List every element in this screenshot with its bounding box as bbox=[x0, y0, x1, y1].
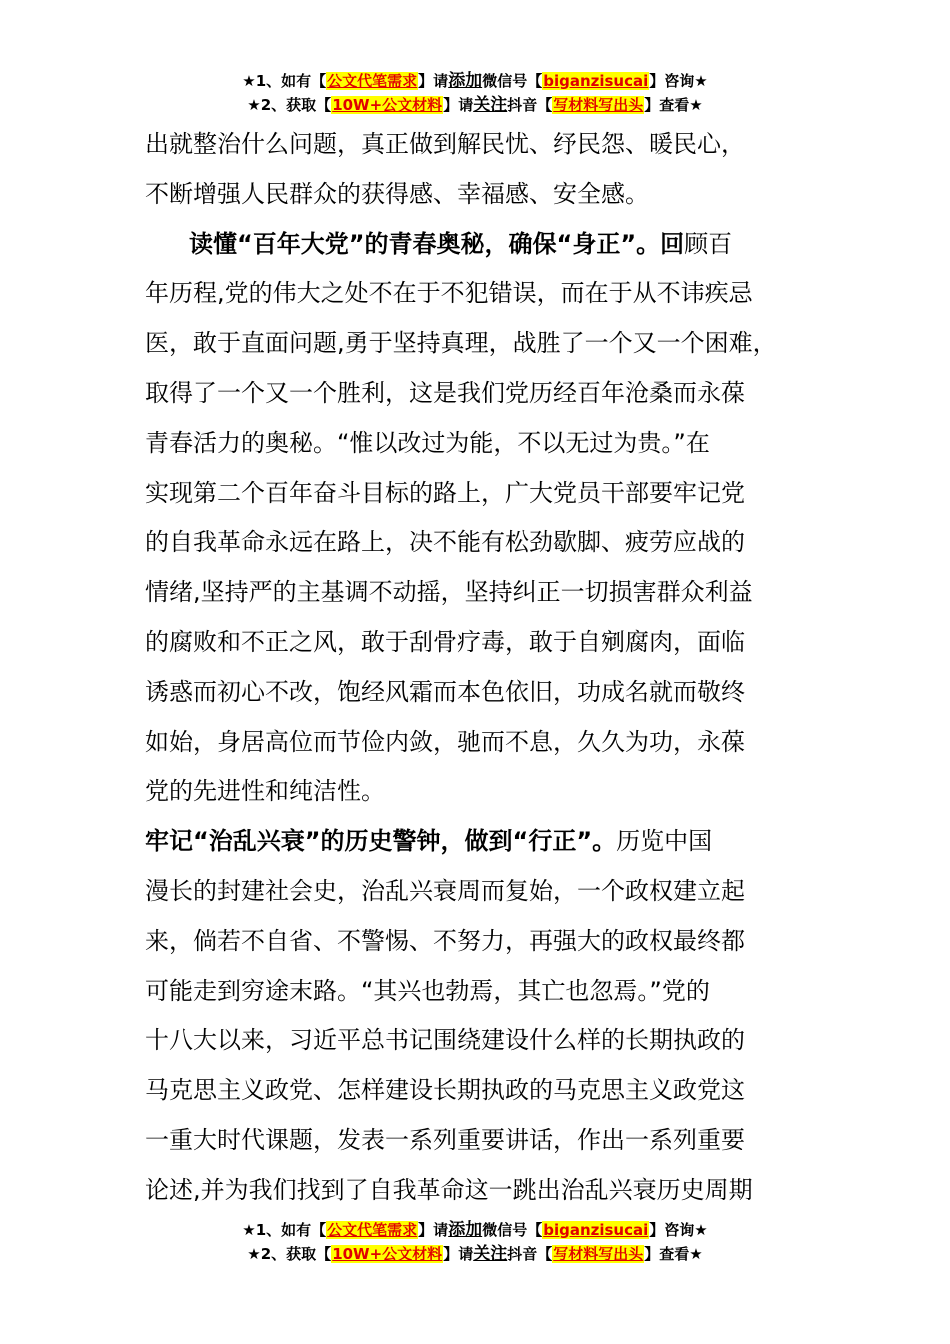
line-text: 历览中国 bbox=[616, 827, 713, 856]
line-text: 论述,并为我们找到了自我革命这一跳出治乱兴衰历史周期 bbox=[145, 1175, 753, 1204]
text-line bbox=[145, 867, 845, 917]
text-line bbox=[145, 269, 845, 319]
text-line bbox=[145, 817, 845, 867]
text-line bbox=[145, 767, 845, 817]
line-text: 情绪,坚持严的主基调不动摇，坚持纠正一切损害群众利益 bbox=[145, 578, 753, 607]
text-line bbox=[145, 369, 845, 419]
text-line bbox=[145, 718, 845, 768]
line-text: 诱惑而初心不改，饱经风霜而本色依旧，功成名就而敬终 bbox=[145, 677, 745, 706]
body-text bbox=[145, 120, 845, 1216]
text-line bbox=[145, 220, 845, 270]
text-line bbox=[145, 419, 845, 469]
banner-line-2: ★2、获取【10W+公文材料】请关注抖音【写材料写出头】查看★ bbox=[247, 95, 703, 115]
line-text: 来，倘若不自省、不警惕、不努力，再强大的政权最终都 bbox=[145, 926, 745, 955]
line-text: 取得了一个又一个胜利，这是我们党历经百年沧桑而永葆 bbox=[145, 378, 745, 407]
header-banner bbox=[0, 69, 950, 117]
line-text: 的自我革命永远在路上，决不能有松劲歇脚、疲劳应战的 bbox=[145, 528, 745, 557]
line-text: 医，敢于直面问题,勇于坚持真理，战胜了一个又一个困难， bbox=[145, 329, 777, 358]
line-text: 不断增强人民群众的获得感、幸福感、安全感。 bbox=[145, 179, 649, 208]
text-line bbox=[145, 1066, 845, 1116]
text-line bbox=[145, 1166, 845, 1216]
text-line bbox=[145, 170, 845, 220]
line-text: 可能走到穷途末路。“其兴也勃焉，其亡也忽焉。”党的 bbox=[145, 976, 710, 1005]
text-line bbox=[145, 1016, 845, 1066]
bold-heading: 牢记“治乱兴衰”的历史警钟，做到“行正”。 bbox=[145, 827, 617, 856]
line-text: 十八大以来，习近平总书记围绕建设什么样的长期执政的 bbox=[145, 1026, 745, 1055]
line-text: 实现第二个百年奋斗目标的路上，广大党员干部要牢记党 bbox=[145, 478, 745, 507]
banner-line-1: ★1、如有【公文代笔需求】请添加微信号【biganzisucai】咨询★ bbox=[242, 1220, 708, 1240]
text-line bbox=[145, 1116, 845, 1166]
text-line bbox=[145, 469, 845, 519]
bold-heading: 读懂“百年大党”的青春奥秘，确保“身正”。回 bbox=[189, 229, 685, 258]
line-text: 马克思主义政党、怎样建设长期执政的马克思主义政党这 bbox=[145, 1076, 745, 1105]
text-line bbox=[145, 917, 845, 967]
text-line bbox=[145, 568, 845, 618]
line-text: 一重大时代课题，发表一系列重要讲话，作出一系列重要 bbox=[145, 1125, 745, 1154]
line-text: 党的先进性和纯洁性。 bbox=[145, 777, 385, 806]
line-text: 出就整治什么问题，真正做到解民忧、纾民怨、暖民心， bbox=[145, 130, 745, 158]
banner-line-1: ★1、如有【公文代笔需求】请添加微信号【biganzisucai】咨询★ bbox=[242, 71, 708, 91]
banner-line-2: ★2、获取【10W+公文材料】请关注抖音【写材料写出头】查看★ bbox=[247, 1244, 703, 1264]
text-line bbox=[145, 319, 845, 369]
line-text: 年历程,党的伟大之处不在于不犯错误，而在于从不讳疾忌 bbox=[145, 279, 753, 308]
text-line bbox=[145, 518, 845, 568]
text-line bbox=[145, 668, 845, 718]
footer-banner bbox=[0, 1218, 950, 1266]
text-line bbox=[145, 967, 845, 1017]
line-text: 的腐败和不正之风，敢于刮骨疗毒，敢于自剜腐肉，面临 bbox=[145, 627, 745, 656]
text-line bbox=[145, 120, 845, 170]
line-text: 漫长的封建社会史，治乱兴衰周而复始，一个政权建立起 bbox=[145, 876, 745, 905]
line-text: 青春活力的奥秘。“惟以改过为能，不以无过为贵。”在 bbox=[145, 428, 710, 457]
line-text: 顾百 bbox=[684, 229, 733, 258]
line-text: 如始，身居高位而节俭内敛，驰而不息，久久为功，永葆 bbox=[145, 727, 745, 756]
text-line bbox=[145, 618, 845, 668]
